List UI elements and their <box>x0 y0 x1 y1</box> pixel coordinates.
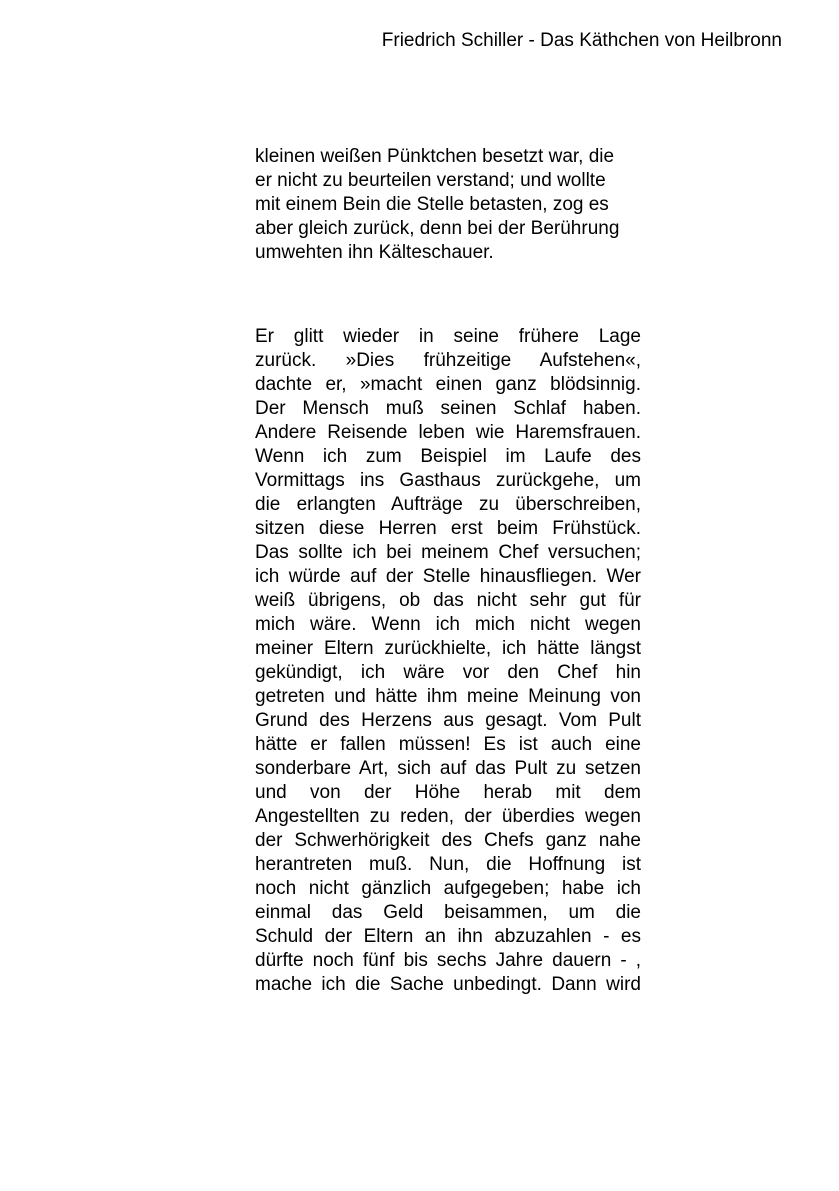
paragraph-2-line: Andere Reisende leben wie Haremsfrauen. <box>255 422 641 443</box>
paragraph-2-line: weiß übrigens, ob das nicht sehr gut für <box>255 590 641 611</box>
paragraph-2-line: Grund des Herzens aus gesagt. Vom Pult <box>255 710 641 731</box>
paragraph-2-line: mache ich die Sache unbedingt. Dann wird <box>255 974 641 995</box>
paragraph-2-line: ich würde auf der Stelle hinausfliegen. Wer <box>255 566 641 587</box>
paragraph-1-line: er nicht zu beurteilen verstand; und wollte <box>255 170 606 191</box>
paragraph-2-line: sitzen diese Herren erst beim Frühstück. <box>255 518 641 539</box>
paragraph-2-line: die erlangten Aufträge zu überschreiben, <box>255 494 641 515</box>
paragraph-2-line: dachte er, »macht einen ganz blödsinnig. <box>255 374 641 395</box>
paragraph-2-line: einmal das Geld beisammen, um die <box>255 902 641 923</box>
paragraph-2-line: Das sollte ich bei meinem Chef versuchen; <box>255 542 641 563</box>
paragraph-2-line: sonderbare Art, sich auf das Pult zu setzen <box>255 758 641 779</box>
paragraph-2-line: noch nicht gänzlich aufgegeben; habe ich <box>255 878 641 899</box>
running-header: Friedrich Schiller - Das Käthchen von Heilbronn <box>381 30 782 51</box>
paragraph-2-line: getreten und hätte ihm meine Meinung von <box>255 686 641 707</box>
paragraph-2-line: zurück. »Dies frühzeitige Aufstehen«, <box>255 350 641 371</box>
paragraph-2-line: dürfte noch fünf bis sechs Jahre dauern - , <box>255 950 641 971</box>
paragraph-2-line: Der Mensch muß seinen Schlaf haben. <box>255 398 641 419</box>
paragraph-2-line: und von der Höhe herab mit dem <box>255 782 641 803</box>
paragraph-2 <box>255 325 641 997</box>
paragraph-2-line: Angestellten zu reden, der überdies wegen <box>255 806 641 827</box>
paragraph-1 <box>255 145 641 265</box>
paragraph-1-line: mit einem Bein die Stelle betasten, zog es <box>255 194 609 215</box>
paragraph-2-line: Vormittags ins Gasthaus zurückgehe, um <box>255 470 641 491</box>
paragraph-2-line: mich wäre. Wenn ich mich nicht wegen <box>255 614 641 635</box>
paragraph-2-line: meiner Eltern zurückhielte, ich hätte längst <box>255 638 641 659</box>
paragraph-2-line: Er glitt wieder in seine frühere Lage <box>255 326 641 347</box>
paragraph-2-line: herantreten muß. Nun, die Hoffnung ist <box>255 854 641 875</box>
paragraph-2-line: gekündigt, ich wäre vor den Chef hin <box>255 662 641 683</box>
paragraph-2-line: Schuld der Eltern an ihn abzuzahlen - es <box>255 926 641 947</box>
paragraph-2-line: Wenn ich zum Beispiel im Laufe des <box>255 446 641 467</box>
paragraph-1-line: umwehten ihn Kälteschauer. <box>255 242 494 263</box>
paragraph-1-line: kleinen weißen Pünktchen besetzt war, die <box>255 146 615 167</box>
paragraph-2-line: der Schwerhörigkeit des Chefs ganz nahe <box>255 830 641 851</box>
paragraph-1-line: aber gleich zurück, denn bei der Berührung <box>255 218 620 239</box>
paragraph-2-line: hätte er fallen müssen! Es ist auch eine <box>255 734 641 755</box>
